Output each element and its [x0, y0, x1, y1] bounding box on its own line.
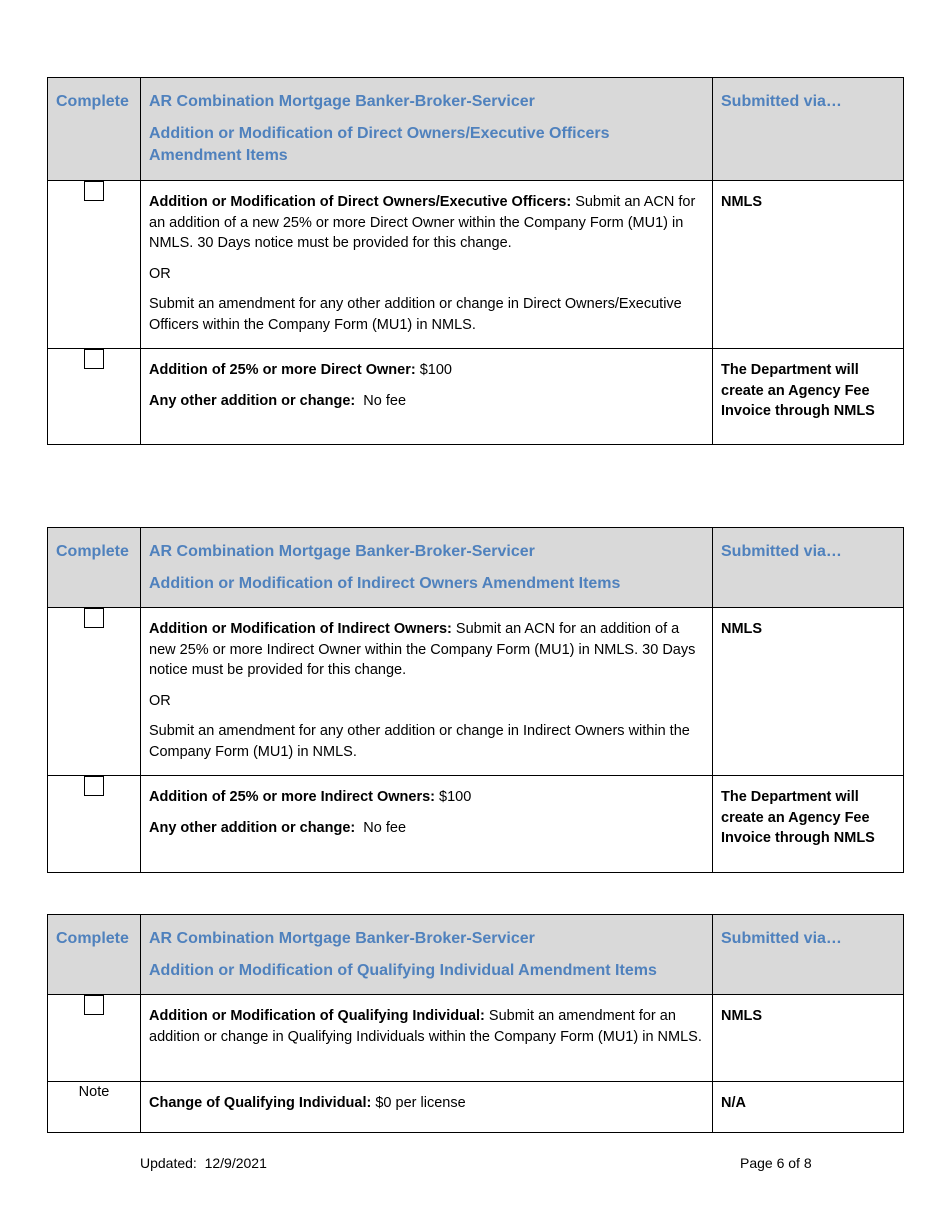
section-subtitle: Addition or Modification of Indirect Owners Amendment Items — [149, 575, 621, 592]
direct-owners-table — [47, 77, 904, 445]
checkbox-cell — [48, 776, 141, 873]
item-paragraph — [149, 619, 704, 681]
submitted-via-header: Submitted via… — [713, 528, 904, 608]
item-paragraph — [149, 1006, 704, 1047]
table-header-row — [48, 915, 904, 995]
item-label: Addition or Modification of Qualifying Individual: — [149, 1008, 485, 1024]
complete-column-header: Complete — [48, 528, 141, 608]
fee-label: Addition of 25% or more Indirect Owners: — [149, 789, 436, 805]
submitted-via-value: The Department will create an Agency Fee Invoice through NMLS — [713, 776, 904, 873]
submitted-via-value: The Department will create an Agency Fee Invoice through NMLS — [713, 349, 904, 445]
section-title-cell — [141, 78, 713, 181]
table-header-row — [48, 528, 904, 608]
or-text: OR — [149, 265, 171, 282]
submitted-via-header: Submitted via… — [713, 915, 904, 995]
table-header-row — [48, 78, 904, 181]
fee-description — [141, 776, 713, 873]
fee-line — [149, 391, 704, 412]
section-title-cell — [141, 915, 713, 995]
submitted-via-value: N/A — [713, 1082, 904, 1133]
fee-value: $100 — [415, 362, 452, 378]
note-description — [141, 1082, 713, 1133]
section-title: AR Combination Mortgage Banker-Broker-Servicer — [149, 930, 535, 947]
checkbox-cell — [48, 181, 141, 349]
fee-line — [149, 818, 704, 839]
table-row — [48, 995, 904, 1082]
item-label: Addition or Modification of Direct Owners/Executive Officers: — [149, 194, 572, 210]
or-text: OR — [149, 692, 171, 709]
note-paragraph — [149, 1093, 704, 1114]
table-row — [48, 776, 904, 873]
table-row — [48, 1082, 904, 1133]
complete-column-header: Complete — [48, 915, 141, 995]
complete-checkbox[interactable] — [84, 349, 104, 369]
note-item-text: $0 per license — [371, 1095, 466, 1111]
page-number: Page 6 of 8 — [740, 1155, 812, 1171]
item-text: Submit an ACN for an addition of a new 25% or more Direct Owner within the Company Form (MU1) in NMLS. 30 Days notice must be provided for this change. — [149, 194, 696, 251]
section-subtitle: Addition or Modification of Qualifying Individual Amendment Items — [149, 962, 657, 979]
complete-column-header: Complete — [48, 78, 141, 181]
note-item-label: Change of Qualifying Individual: — [149, 1095, 372, 1111]
complete-checkbox[interactable] — [84, 608, 104, 628]
indirect-owners-table — [47, 527, 904, 873]
complete-checkbox[interactable] — [84, 995, 104, 1015]
table-row — [48, 608, 904, 776]
fee-label: Any other addition or change: — [149, 392, 356, 409]
fee-line — [149, 360, 704, 381]
fee-label: Any other addition or change: — [149, 819, 356, 836]
item-text-alt: Submit an amendment for any other addition or change in Indirect Owners within the Company Form (MU1) in NMLS. — [149, 723, 690, 760]
note-label: Note — [48, 1082, 141, 1133]
section-subtitle: Addition or Modification of Direct Owners/Executive Officers Amendment Items — [149, 125, 610, 164]
submitted-via-value: NMLS — [713, 995, 904, 1082]
fee-label: Addition of 25% or more Direct Owner: — [149, 362, 416, 378]
checkbox-cell — [48, 608, 141, 776]
fee-value: No fee — [355, 392, 407, 409]
table-row — [48, 181, 904, 349]
table-row — [48, 349, 904, 445]
item-description — [141, 608, 713, 776]
updated-date: Updated: 12/9/2021 — [140, 1155, 267, 1171]
submitted-via-value: NMLS — [713, 608, 904, 776]
complete-checkbox[interactable] — [84, 776, 104, 796]
fee-line — [149, 787, 704, 808]
submitted-via-value: NMLS — [713, 181, 904, 349]
complete-checkbox[interactable] — [84, 181, 104, 201]
fee-description — [141, 349, 713, 445]
submitted-via-header: Submitted via… — [713, 78, 904, 181]
section-title: AR Combination Mortgage Banker-Broker-Servicer — [149, 93, 535, 110]
fee-value: No fee — [355, 819, 407, 836]
section-title-cell — [141, 528, 713, 608]
fee-value: $100 — [435, 789, 472, 805]
item-text-alt: Submit an amendment for any other addition or change in Direct Owners/Executive Officers within the Company Form (MU1) in NMLS. — [149, 296, 682, 333]
item-text: Submit an ACN for an addition of a new 25% or more Indirect Owner within the Company Form (MU1) in NMLS. 30 Days notice must be provided for this change. — [149, 621, 696, 678]
item-description — [141, 995, 713, 1082]
checkbox-cell — [48, 995, 141, 1082]
item-label: Addition or Modification of Indirect Owners: — [149, 621, 452, 637]
item-description — [141, 181, 713, 349]
item-text: Submit an amendment for an addition or change in Qualifying Individuals within the Company Form (MU1) in NMLS. — [149, 1008, 702, 1045]
item-paragraph — [149, 192, 704, 254]
qualifying-individual-table — [47, 914, 904, 1133]
section-title: AR Combination Mortgage Banker-Broker-Servicer — [149, 543, 535, 560]
checkbox-cell — [48, 349, 141, 445]
